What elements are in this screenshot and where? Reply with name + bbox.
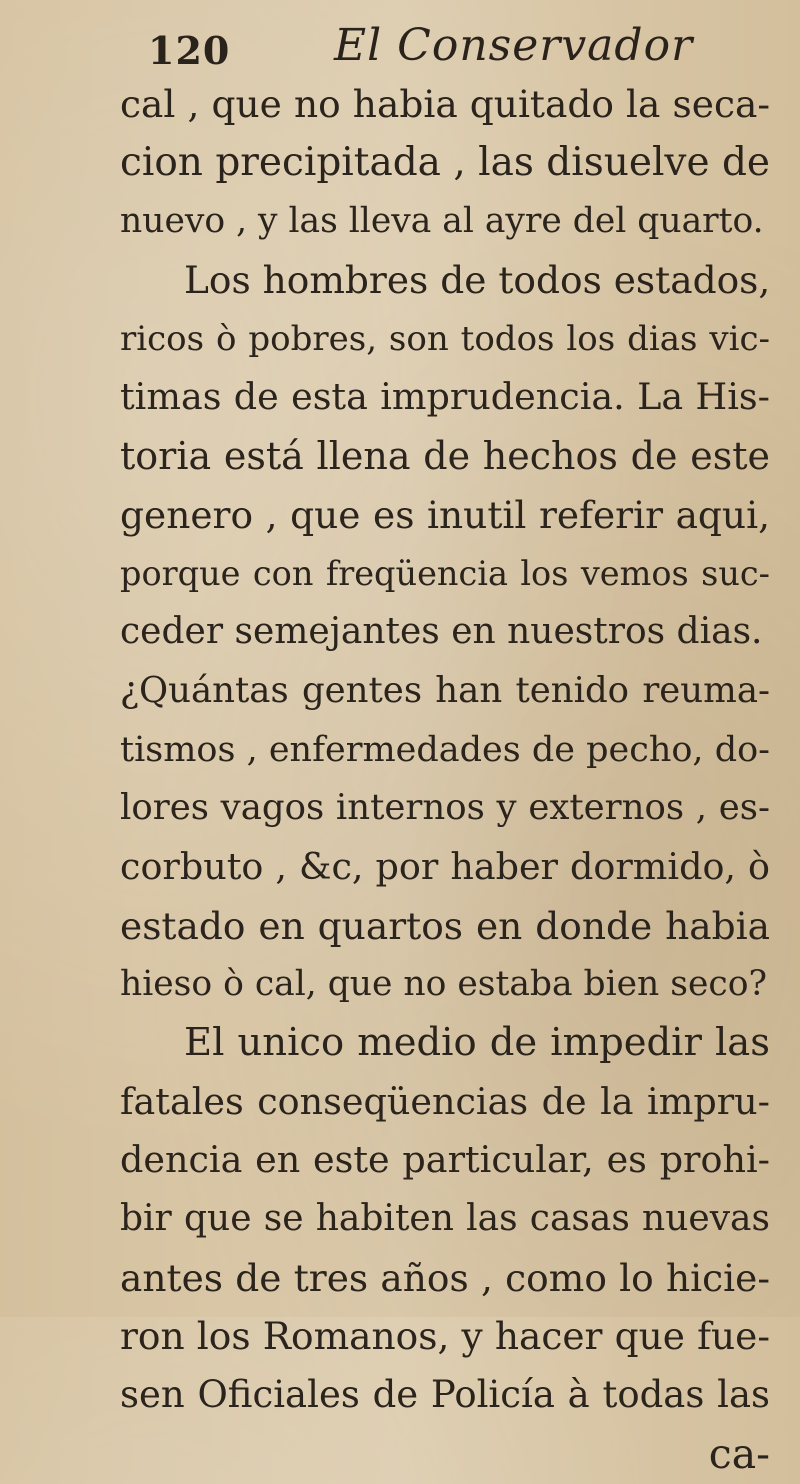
text-line: ¿Quántas gentes han tenido reuma-	[120, 669, 770, 711]
running-title: El Conservador	[334, 20, 694, 71]
text-line: estado en quartos en donde habia	[120, 903, 770, 948]
text-line: ron los Romanos, y hacer que fue-	[120, 1314, 770, 1359]
catchword-text: ca-	[708, 1429, 770, 1478]
text-line: dencia en este particular, es prohi-	[120, 1138, 770, 1182]
text-line: genero , que es inutil referir aqui,	[120, 492, 770, 537]
text-line: nuevo , y las lleva al ayre del quarto.	[120, 201, 764, 242]
text-line: lores vagos internos y externos , es-	[120, 787, 770, 829]
text-line: ricos ò pobres, son todos los dias vic-	[120, 318, 770, 359]
text-line: bir que se habiten las casas nuevas	[120, 1198, 770, 1240]
text-line: porque con freqüencia los vemos suc-	[120, 553, 770, 593]
page-number: 120	[148, 28, 231, 73]
text-line: El unico medio de impedir las	[184, 1020, 770, 1065]
text-line: corbuto , &c, por haber dormido, ò	[120, 844, 770, 888]
text-line: ceder semejantes en nuestros dias.	[120, 611, 763, 653]
text-line: antes de tres años , como lo hicie-	[120, 1255, 770, 1300]
text-line: timas de esta imprudencia. La His-	[120, 375, 770, 419]
text-line: cion precipitada , las disuelve de	[120, 139, 770, 185]
text-line: hieso ò cal, que no estaba bien seco?	[120, 964, 767, 1005]
text-line: fatales conseqüencias de la impru-	[120, 1079, 770, 1123]
text-line: sen Oficiales de Policía à todas las	[120, 1373, 770, 1417]
catchword	[120, 1425, 770, 1484]
page-header	[0, 18, 800, 78]
text-line: cal , que no habia quitado la seca-	[120, 82, 770, 126]
body-text	[120, 75, 770, 1484]
text-line: tismos , enfermedades de pecho, do-	[120, 729, 770, 770]
text-line: Los hombres de todos estados,	[184, 258, 771, 303]
text-line: toria está llena de hechos de este	[120, 434, 770, 479]
